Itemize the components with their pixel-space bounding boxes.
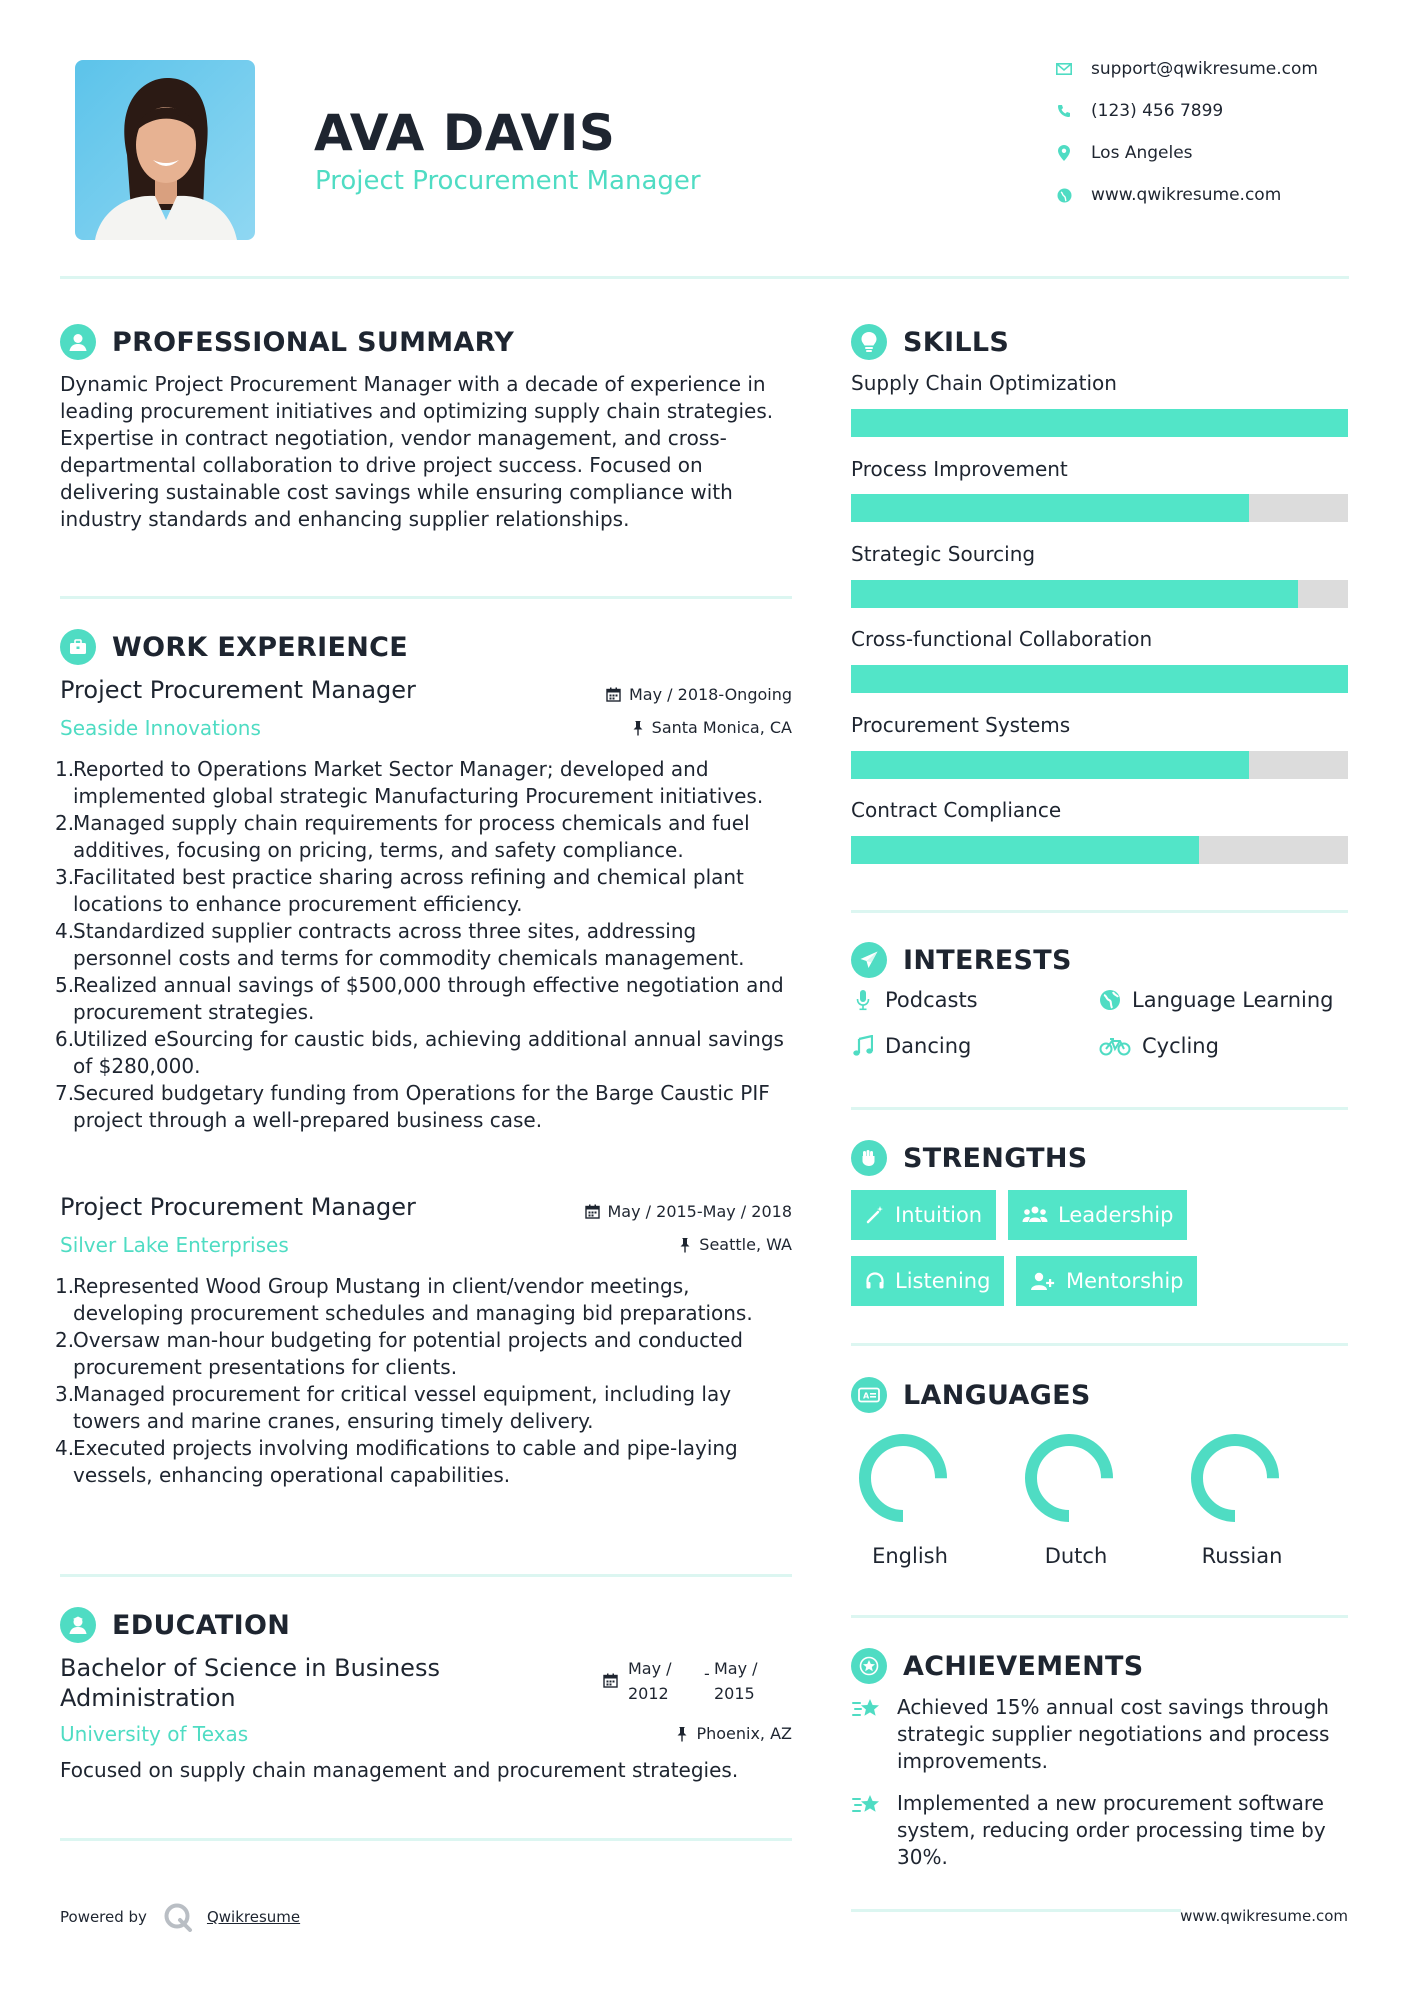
list-item: 7. Secured budgetary funding from Operations for the Barge Caustic PIF project through a well-prepared business case. [55,1081,770,1132]
interest-label: Cycling [1142,1034,1219,1058]
languages-heading-text: LANGUAGES [903,1379,1091,1411]
list-item: 4. Executed projects involving modifications to cable and pipe-laying vessels, enhancing operational capabilities. [55,1436,738,1487]
experience-heading-text: WORK EXPERIENCE [112,631,408,663]
job-1-location-text: Santa Monica, CA [651,718,792,737]
globe-icon [1098,988,1122,1012]
languages-divider [851,1615,1348,1618]
education-date-end: May / 2015 [714,1659,758,1703]
education-description: Focused on supply chain management and procurement strategies. [60,1758,739,1782]
strength-label: Intuition [895,1203,983,1227]
music-icon [851,1034,875,1058]
strengths-heading [851,1140,1088,1176]
interests-divider [851,1107,1348,1110]
map-pin-icon [1055,144,1073,162]
strengths-divider [851,1343,1348,1346]
education-location [450,1724,792,1743]
microphone-icon [851,988,875,1012]
interest-language-learning [1098,988,1333,1012]
skill-label: Strategic Sourcing [851,542,1036,566]
skill-label: Process Improvement [851,457,1068,481]
interests-heading-text: INTERESTS [903,944,1072,976]
user-icon [60,324,96,360]
language-card-icon [851,1377,887,1413]
language-label: Dutch [1044,1544,1108,1568]
strengths-heading-text: STRENGTHS [903,1142,1088,1174]
job-2-location [450,1235,792,1254]
candidate-title: Project Procurement Manager [315,166,701,196]
achievement-text: Achieved 15% annual cost savings through strategic supplier negotiations and process improvements. [897,1695,1330,1773]
strength-label: Leadership [1058,1203,1174,1227]
bicycle-icon [1098,1034,1132,1058]
skill-label: Procurement Systems [851,713,1071,737]
contact-phone-text: (123) 456 7899 [1091,101,1224,121]
list-item: 2. Oversaw man-hour budgeting for potential projects and conducted procurement presentations for clients. [55,1328,743,1379]
svg-text:A: A [863,1391,870,1401]
language-label: Russian [1201,1544,1283,1568]
job-2-bullets [55,1273,800,1489]
footer-powered-by [60,1902,300,1932]
skills-heading-text: SKILLS [903,326,1010,358]
skill-label: Supply Chain Optimization [851,371,1117,395]
education-location-text: Phoenix, AZ [696,1724,792,1743]
education-date-separator: - [704,1664,710,1683]
pushpin-icon [632,720,644,736]
candidate-name: AVA DAVIS [314,104,616,162]
list-item: 5. Realized annual savings of $500,000 through effective negotiation and procurement strategies. [55,973,784,1024]
achievement-text: Implemented a new procurement software system, reducing order processing time by 30%. [897,1791,1326,1869]
briefcase-icon [60,629,96,665]
strength-label: Mentorship [1066,1269,1184,1293]
experience-heading [60,629,408,665]
education-degree-line-1: Bachelor of Science in Business [60,1654,440,1682]
language-label: English [872,1544,948,1568]
contact-email[interactable] [1055,58,1318,80]
language-ring-english [858,1433,948,1523]
list-item: 3. Facilitated best practice sharing across refining and chemical plant locations to enhance procurement efficiency. [55,865,744,916]
language-ring-dutch [1024,1433,1114,1523]
calendar-icon [606,687,621,702]
education-degree-line-2: Administration [60,1684,236,1712]
job-2-location-text: Seattle, WA [699,1235,792,1254]
education-degree [60,1653,440,1713]
job-1-bullets [55,756,800,1134]
strength-chip-listening [851,1256,1004,1306]
interest-podcasts [851,988,978,1012]
strength-chip-mentorship [1016,1256,1197,1306]
phone-icon [1055,102,1073,120]
skill-bar [851,580,1348,608]
skills-divider [851,910,1348,913]
skill-label: Contract Compliance [851,798,1062,822]
skill-bar [851,751,1348,779]
contact-location [1055,142,1193,164]
education-heading [60,1607,290,1643]
list-item: 3. Managed procurement for critical vessel equipment, including lay towers and marine cranes, ensuring timely delivery. [55,1382,732,1433]
summary-text: Dynamic Project Procurement Manager with a decade of experience in leading procurement initiatives and optimizing supply chain strategies. Expertise in contract negotiation, vendor management, and cross-departmental collaboration to drive project success. Focused on delivering sustainable cost savings while ensuring compliance with industry standards and enhancing supplier relationships. [60,372,774,531]
interest-label: Dancing [885,1034,972,1058]
strength-label: Listening [895,1269,991,1293]
language-ring-russian [1190,1433,1280,1523]
users-icon [1022,1205,1048,1225]
job-1-location [450,718,792,737]
job-1-title: Project Procurement Manager [60,676,416,704]
skill-bar [851,665,1348,693]
achievements-heading [851,1648,1144,1684]
profile-photo [75,60,255,240]
achievements-heading-text: ACHIEVEMENTS [903,1650,1144,1682]
paper-plane-icon [851,942,887,978]
summary-heading-text: PROFESSIONAL SUMMARY [112,326,515,358]
powered-by-text: Powered by [60,1908,147,1926]
star-badge-icon [851,1648,887,1684]
shooting-star-icon [851,1694,883,1775]
interest-label: Language Learning [1132,988,1334,1012]
footer-website[interactable]: www.qwikresume.com [1180,1907,1348,1925]
interest-dancing [851,1034,971,1058]
pushpin-icon [676,1726,688,1742]
globe-icon [1055,186,1073,204]
skills-heading [851,324,1009,360]
skill-bar-fill [851,751,1249,779]
contact-website-text: www.qwikresume.com [1091,185,1282,205]
job-1-date [450,685,792,704]
contact-email-text: support@qwikresume.com [1091,59,1318,79]
list-item: 6. Utilized eSourcing for caustic bids, achieving additional annual savings of $280,000. [55,1027,784,1078]
skill-bar-fill [851,494,1249,522]
achievements-divider [851,1909,1181,1912]
skill-bar-fill [851,836,1199,864]
pushpin-icon [679,1237,691,1253]
graduate-icon [60,1607,96,1643]
list-item: 1. Reported to Operations Market Sector Manager; developed and implemented global strategic Manufacturing Procurement initiatives. [55,757,764,808]
job-2-company: Silver Lake Enterprises [60,1233,289,1257]
education-date-start: May / 2012 [628,1659,672,1703]
interests-heading [851,942,1072,978]
job-1-date-text: May / 2018-Ongoing [629,685,792,704]
envelope-icon [1055,60,1073,78]
list-item: 4. Standardized supplier contracts across three sites, addressing personnel costs and terms for commodity chemicals management. [55,919,745,970]
headphones-icon [865,1271,885,1291]
user-plus-icon [1030,1271,1056,1291]
contact-phone[interactable] [1055,100,1223,122]
list-item: 2. Managed supply chain requirements for process chemicals and fuel additives, focusing on pricing, terms, and safety compliance. [55,811,750,862]
shooting-star-icon [851,1790,883,1871]
strength-chip-intuition [851,1190,996,1240]
skill-bar-fill [851,580,1298,608]
job-2-date-text: May / 2015-May / 2018 [607,1202,792,1221]
calendar-icon [585,1204,600,1219]
magic-wand-icon [865,1205,885,1225]
lightbulb-icon [851,324,887,360]
qwikresume-link[interactable]: Qwikresume [206,1908,301,1926]
achievement-item [851,1790,1351,1871]
skill-bar [851,409,1348,437]
job-2-title: Project Procurement Manager [60,1193,416,1221]
list-item: 1. Represented Wood Group Mustang in client/vendor meetings, developing procurement schedules and managing bid preparations. [55,1274,753,1325]
summary-heading [60,324,514,360]
interest-label: Podcasts [885,988,978,1012]
education-school: University of Texas [60,1722,249,1746]
skill-bar [851,836,1348,864]
interest-cycling [1098,1034,1219,1058]
experience-divider [60,1574,792,1577]
education-divider [60,1838,792,1841]
education-heading-text: EDUCATION [112,1609,291,1641]
contact-location-text: Los Angeles [1091,143,1193,163]
job-1-company: Seaside Innovations [60,716,261,740]
summary-divider [60,596,792,599]
calendar-icon [603,1673,618,1692]
strength-chip-leadership [1008,1190,1187,1240]
header-divider [60,276,1349,279]
fist-icon [851,1140,887,1176]
qwikresume-logo-icon [163,1902,193,1932]
job-2-date [450,1202,792,1221]
contact-website[interactable] [1055,184,1281,206]
skill-label: Cross-functional Collaboration [851,627,1153,651]
languages-heading [851,1377,1091,1413]
skill-bar-fill [851,665,1348,693]
achievement-item [851,1694,1351,1775]
skill-bar-fill [851,409,1348,437]
skill-bar [851,494,1348,522]
